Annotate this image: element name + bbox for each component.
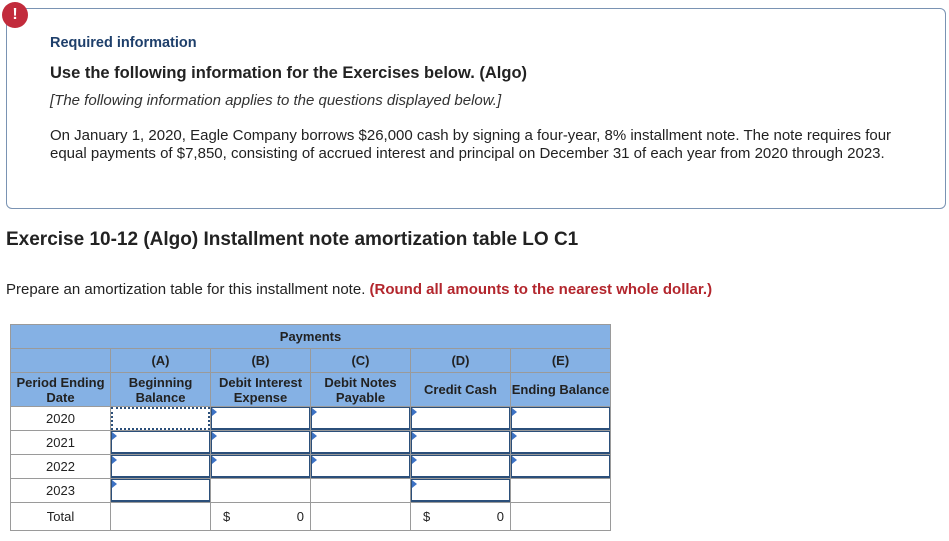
input-2021-interest-expense[interactable] (211, 431, 310, 454)
cell-2020-credit-cash[interactable] (411, 407, 511, 431)
cell-2021-interest-expense[interactable] (211, 431, 311, 455)
cell-2023-credit-cash[interactable] (411, 479, 511, 503)
col-debit-notes-payable: Debit Notes Payable (311, 373, 411, 407)
cell-2022-notes-payable[interactable] (311, 455, 411, 479)
required-information-label: Required information (50, 35, 197, 51)
cell-2023-notes-payable (311, 479, 411, 503)
input-2022-credit-cash[interactable] (411, 455, 510, 478)
input-2022-ending-balance[interactable] (511, 455, 610, 478)
col-ending-balance: Ending Balance (511, 373, 611, 407)
alert-icon: ! (2, 2, 28, 28)
cell-2020-notes-payable[interactable] (311, 407, 411, 431)
problem-text: On January 1, 2020, Eagle Company borrows $26,000 cash by signing a four-year, 8% installment note. The note requires four equal payments of $7,850, consisting of accrued interest and principal on December 31 of each year from 2020 through 2023. (50, 127, 892, 162)
letter-b: (B) (211, 349, 311, 373)
instruction-text (6, 281, 712, 298)
cell-2022-interest-expense[interactable] (211, 455, 311, 479)
total-interest-value: 0 (296, 509, 304, 524)
total-cash-currency: $ (423, 509, 431, 524)
cell-2021-notes-payable[interactable] (311, 431, 411, 455)
total-interest-currency: $ (223, 509, 231, 524)
input-2020-ending-balance[interactable] (511, 407, 610, 430)
total-cash-value: 0 (496, 509, 504, 524)
applies-note: [The following information applies to the questions displayed below.] (50, 92, 502, 109)
rounding-note: (Round all amounts to the nearest whole dollar.) (369, 281, 713, 298)
use-information-heading: Use the following information for the Exercises below. (Algo) (50, 64, 528, 82)
input-2022-beginning-balance[interactable] (111, 455, 210, 478)
input-2020-interest-expense[interactable] (211, 407, 310, 430)
cell-2023-ending-balance (511, 479, 611, 503)
total-row (11, 503, 611, 531)
cell-2021-credit-cash[interactable] (411, 431, 511, 455)
total-label: Total (11, 503, 111, 531)
total-notes-payable (311, 503, 411, 531)
cell-2022-credit-cash[interactable] (411, 455, 511, 479)
input-2023-credit-cash[interactable] (411, 479, 510, 502)
cell-2023-interest-expense (211, 479, 311, 503)
payments-header: Payments (11, 325, 611, 349)
cell-2020-beginning-balance[interactable] (111, 407, 211, 431)
period-2023: 2023 (11, 479, 111, 503)
required-information-panel (6, 8, 946, 209)
cell-2023-beginning-balance[interactable] (111, 479, 211, 503)
input-2021-credit-cash[interactable] (411, 431, 510, 454)
letter-c: (C) (311, 349, 411, 373)
input-2020-notes-payable[interactable] (311, 407, 410, 430)
instruction-main: Prepare an amortization table for this installment note. (6, 281, 366, 298)
exercise-title: Exercise 10-12 (Algo) Installment note amortization table LO C1 (6, 229, 579, 250)
cell-2020-interest-expense[interactable] (211, 407, 311, 431)
input-2022-notes-payable[interactable] (311, 455, 410, 478)
period-2021: 2021 (11, 431, 111, 455)
table-row (11, 431, 611, 455)
col-credit-cash: Credit Cash (411, 373, 511, 407)
input-2020-beginning-balance[interactable] (111, 407, 210, 430)
col-beginning-balance: Beginning Balance (111, 373, 211, 407)
input-2022-interest-expense[interactable] (211, 455, 310, 478)
table-row (11, 407, 611, 431)
input-2021-beginning-balance[interactable] (111, 431, 210, 454)
total-credit-cash (411, 503, 511, 531)
col-period-ending-date: Period Ending Date (11, 373, 111, 407)
table-row (11, 479, 611, 503)
input-2023-beginning-balance[interactable] (111, 479, 210, 502)
total-interest-expense (211, 503, 311, 531)
cell-2021-ending-balance[interactable] (511, 431, 611, 455)
amortization-table (10, 324, 611, 531)
period-2022: 2022 (11, 455, 111, 479)
cell-2022-ending-balance[interactable] (511, 455, 611, 479)
cell-2022-beginning-balance[interactable] (111, 455, 211, 479)
letter-e: (E) (511, 349, 611, 373)
cell-2021-beginning-balance[interactable] (111, 431, 211, 455)
total-beginning-balance (111, 503, 211, 531)
cell-2020-ending-balance[interactable] (511, 407, 611, 431)
input-2021-ending-balance[interactable] (511, 431, 610, 454)
input-2020-credit-cash[interactable] (411, 407, 510, 430)
table-row (11, 455, 611, 479)
letter-a: (A) (111, 349, 211, 373)
total-ending-balance (511, 503, 611, 531)
blank-header (11, 349, 111, 373)
period-2020: 2020 (11, 407, 111, 431)
col-debit-interest-expense: Debit Interest Expense (211, 373, 311, 407)
letter-d: (D) (411, 349, 511, 373)
input-2021-notes-payable[interactable] (311, 431, 410, 454)
